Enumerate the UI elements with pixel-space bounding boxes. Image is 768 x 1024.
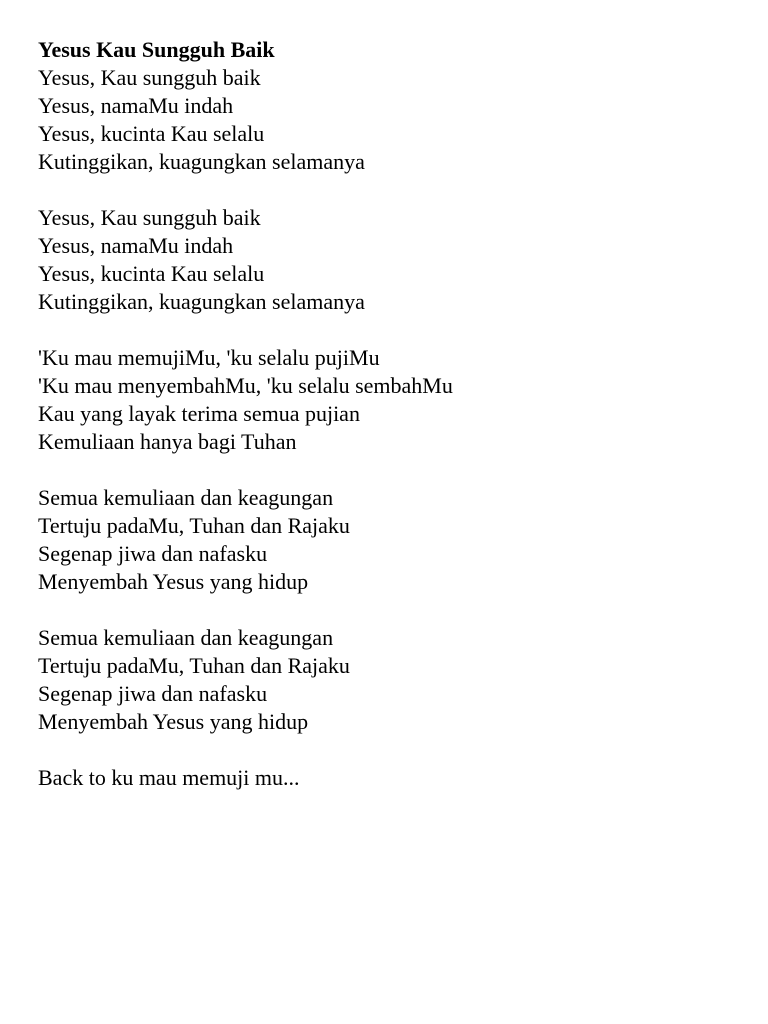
repeat-note: Back to ku mau memuji mu... xyxy=(38,765,300,790)
lyric-line: Segenap jiwa dan nafasku xyxy=(38,681,268,706)
lyric-line: Menyembah Yesus yang hidup xyxy=(38,709,309,734)
lyric-line: Yesus, namaMu indah xyxy=(38,233,234,258)
stanza-chorus-2 xyxy=(38,624,738,736)
lyric-line: Semua kemuliaan dan keagungan xyxy=(38,625,334,650)
lyric-line: Tertuju padaMu, Tuhan dan Rajaku xyxy=(38,513,350,538)
lyric-line: Yesus, Kau sungguh baik xyxy=(38,65,261,90)
lyric-line: Yesus, namaMu indah xyxy=(38,93,234,118)
lyric-line: Kutinggikan, kuagungkan selamanya xyxy=(38,149,365,174)
stanza-verse-2 xyxy=(38,204,738,316)
lyric-line: Semua kemuliaan dan keagungan xyxy=(38,485,334,510)
lyric-line: Segenap jiwa dan nafasku xyxy=(38,541,268,566)
lyric-line: Menyembah Yesus yang hidup xyxy=(38,569,309,594)
stanza-prechorus xyxy=(38,344,738,456)
lyric-line: Tertuju padaMu, Tuhan dan Rajaku xyxy=(38,653,350,678)
lyrics-document xyxy=(38,36,738,792)
lyric-line: Kemuliaan hanya bagi Tuhan xyxy=(38,429,297,454)
stanza-chorus-1 xyxy=(38,484,738,596)
lyric-line: Kutinggikan, kuagungkan selamanya xyxy=(38,289,365,314)
lyric-line: Yesus, kucinta Kau selalu xyxy=(38,121,265,146)
lyric-line: Yesus, kucinta Kau selalu xyxy=(38,261,265,286)
stanza-verse-1 xyxy=(38,64,738,176)
lyric-line: 'Ku mau memujiMu, 'ku selalu pujiMu xyxy=(38,345,380,370)
lyric-line: Kau yang layak terima semua pujian xyxy=(38,401,360,426)
lyric-line: 'Ku mau menyembahMu, 'ku selalu sembahMu xyxy=(38,373,453,398)
stanza-note xyxy=(38,764,738,792)
lyric-line: Yesus, Kau sungguh baik xyxy=(38,205,261,230)
song-title: Yesus Kau Sungguh Baik xyxy=(38,37,275,62)
